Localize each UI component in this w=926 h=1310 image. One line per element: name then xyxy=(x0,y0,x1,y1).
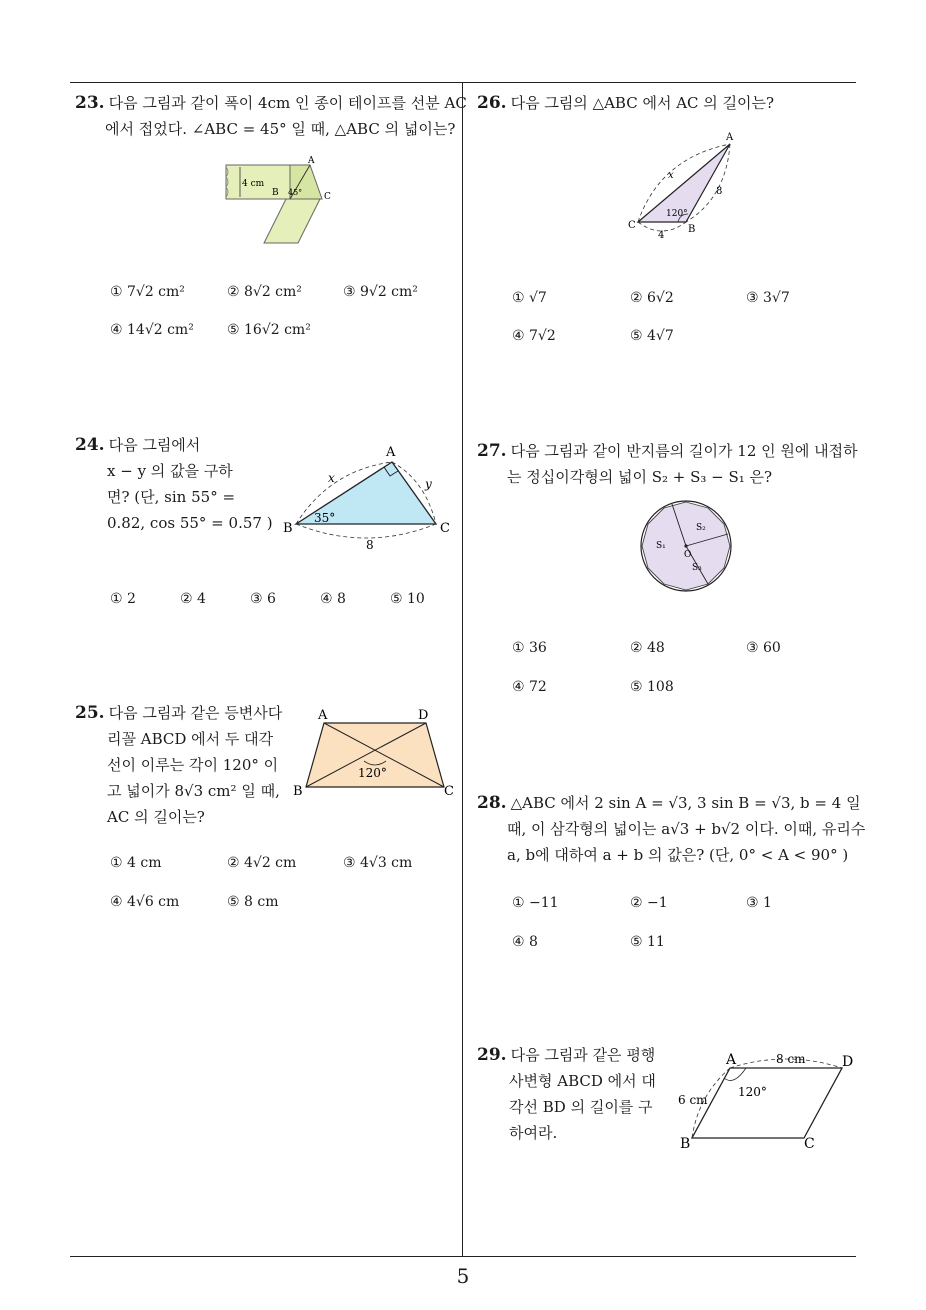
question-text: x − y 의 값을 구하 xyxy=(107,462,233,480)
label-angle: 120° xyxy=(738,1085,767,1099)
question-text: 는 정십이각형의 넓이 S₂ + S₃ − S₁ 은? xyxy=(507,468,773,486)
label-B: B xyxy=(283,521,293,536)
label-C: C xyxy=(444,784,454,799)
choice-3[interactable]: ③ 4√3 cm xyxy=(343,855,413,871)
question-text: 면? (단, sin 55° = xyxy=(107,488,236,506)
page-number: 5 xyxy=(456,1264,470,1288)
label-S3: S₃ xyxy=(692,563,702,573)
question-text: 다음 그림과 같이 폭이 4cm 인 종이 테이프를 선분 AC xyxy=(108,94,467,112)
figure-q24-triangle xyxy=(280,440,460,555)
choice-2[interactable]: ② 4 xyxy=(180,591,206,607)
choice-4[interactable]: ④ 4√6 cm xyxy=(110,894,180,910)
choice-1[interactable]: ① 7√2 cm² xyxy=(110,284,185,300)
choice-3[interactable]: ③ 9√2 cm² xyxy=(343,284,418,300)
question-text: 선이 이루는 각이 120° 이 xyxy=(107,756,279,774)
label-A: A xyxy=(386,445,396,460)
label-C: C xyxy=(804,1136,815,1152)
question-28 xyxy=(477,790,866,868)
question-number: 27. xyxy=(477,441,507,461)
choice-2[interactable]: ② 48 xyxy=(630,640,665,656)
label-y: y xyxy=(425,477,432,491)
choice-4[interactable]: ④ 8 xyxy=(320,591,346,607)
question-text: 에서 접었다. ∠ABC = 45° 일 때, △ABC 의 넓이는? xyxy=(105,120,456,138)
label-S2: S₂ xyxy=(696,523,706,533)
question-number: 28. xyxy=(477,793,507,813)
question-text: 때, 이 삼각형의 넓이는 a√3 + b√2 이다. 이때, 유리수 xyxy=(507,820,866,838)
question-text: △ABC 에서 2 sin A = √3, 3 sin B = √3, b = 4 일 xyxy=(510,794,861,812)
figure-q23-tape xyxy=(220,155,340,245)
question-text: 다음 그림과 같은 등변사다 xyxy=(108,704,283,722)
question-text: 각선 BD 의 길이를 구 xyxy=(509,1098,653,1116)
choice-2[interactable]: ② 6√2 xyxy=(630,290,674,306)
choice-5[interactable]: ⑤ 4√7 xyxy=(630,328,674,344)
label-A: A xyxy=(726,1052,737,1068)
choice-3[interactable]: ③ 6 xyxy=(250,591,276,607)
label-width: 4 cm xyxy=(242,179,265,189)
label-A: A xyxy=(318,708,328,723)
choice-4[interactable]: ④ 14√2 cm² xyxy=(110,322,194,338)
choice-2[interactable]: ② −1 xyxy=(630,895,668,911)
top-rule xyxy=(70,82,856,83)
label-side8: 8 xyxy=(716,186,723,197)
label-angle: 35° xyxy=(314,511,336,525)
label-A: A xyxy=(726,132,734,143)
label-B: B xyxy=(688,224,696,235)
question-text: 다음 그림과 같이 반지름의 길이가 12 인 원에 내접하 xyxy=(510,442,858,460)
choice-4[interactable]: ④ 72 xyxy=(512,679,547,695)
label-B: B xyxy=(680,1136,691,1152)
question-number: 25. xyxy=(75,703,105,723)
choice-3[interactable]: ③ 1 xyxy=(746,895,772,911)
choice-2[interactable]: ② 8√2 cm² xyxy=(227,284,302,300)
label-top: 8 cm xyxy=(776,1052,806,1066)
question-text: 0.82, cos 55° = 0.57 ) xyxy=(107,514,273,532)
label-S1: S₁ xyxy=(656,541,666,551)
label-B: B xyxy=(293,784,303,799)
choice-5[interactable]: ⑤ 11 xyxy=(630,934,665,950)
question-text: 사변형 ABCD 에서 대 xyxy=(509,1072,656,1090)
label-D: D xyxy=(418,708,429,723)
choice-3[interactable]: ③ 3√7 xyxy=(746,290,790,306)
label-O: O xyxy=(684,550,692,560)
label-angle: 120° xyxy=(666,209,688,219)
choice-5[interactable]: ⑤ 10 xyxy=(390,591,425,607)
label-x: x xyxy=(668,170,674,181)
question-text: 리꼴 ABCD 에서 두 대각 xyxy=(107,730,274,748)
column-divider xyxy=(462,82,463,1257)
question-text: 하여라. xyxy=(509,1124,558,1142)
label-A: A xyxy=(308,156,315,166)
label-side4: 4 xyxy=(658,230,665,240)
choice-4[interactable]: ④ 7√2 xyxy=(512,328,556,344)
question-text: 다음 그림의 △ABC 에서 AC 의 길이는? xyxy=(510,94,775,112)
choice-3[interactable]: ③ 60 xyxy=(746,640,781,656)
question-26 xyxy=(477,90,857,116)
question-text: AC 의 길이는? xyxy=(107,808,205,826)
label-x: x xyxy=(328,471,335,485)
question-number: 23. xyxy=(75,93,105,113)
figure-q29-parallelogram xyxy=(672,1046,860,1154)
label-angle: 120° xyxy=(358,766,387,780)
label-left: 6 cm xyxy=(678,1093,708,1107)
choice-5[interactable]: ⑤ 16√2 cm² xyxy=(227,322,311,338)
choice-1[interactable]: ① −11 xyxy=(512,895,559,911)
question-text: a, b에 대하여 a + b 의 값은? (단, 0° < A < 90° ) xyxy=(507,846,849,864)
choice-5[interactable]: ⑤ 8 cm xyxy=(227,894,279,910)
label-D: D xyxy=(842,1054,854,1070)
question-text: 다음 그림에서 xyxy=(108,436,201,454)
choice-4[interactable]: ④ 8 xyxy=(512,934,538,950)
choice-1[interactable]: ① 4 cm xyxy=(110,855,162,871)
question-23 xyxy=(75,90,467,142)
label-C: C xyxy=(324,192,331,202)
choice-5[interactable]: ⑤ 108 xyxy=(630,679,674,695)
question-text: 다음 그림과 같은 평행 xyxy=(510,1046,656,1064)
figure-q27-circle xyxy=(636,496,736,596)
label-C: C xyxy=(440,521,450,536)
question-number: 29. xyxy=(477,1045,507,1065)
question-27 xyxy=(477,438,862,490)
question-number: 26. xyxy=(477,93,507,113)
label-angle: 45° xyxy=(288,188,303,197)
bottom-rule xyxy=(70,1256,856,1257)
figure-q25-trapezoid xyxy=(290,703,460,803)
choice-1[interactable]: ① √7 xyxy=(512,290,547,306)
choice-1[interactable]: ① 36 xyxy=(512,640,547,656)
figure-q26-triangle xyxy=(620,128,750,240)
question-29 xyxy=(477,1042,667,1146)
choice-1[interactable]: ① 2 xyxy=(110,591,136,607)
question-text: 고 넓이가 8√3 cm² 일 때, xyxy=(107,782,280,800)
label-C: C xyxy=(628,220,636,231)
question-25 xyxy=(75,700,283,830)
label-B: B xyxy=(272,188,279,198)
question-number: 24. xyxy=(75,435,105,455)
question-24 xyxy=(75,432,273,536)
choice-2[interactable]: ② 4√2 cm xyxy=(227,855,297,871)
label-base: 8 xyxy=(366,538,374,552)
